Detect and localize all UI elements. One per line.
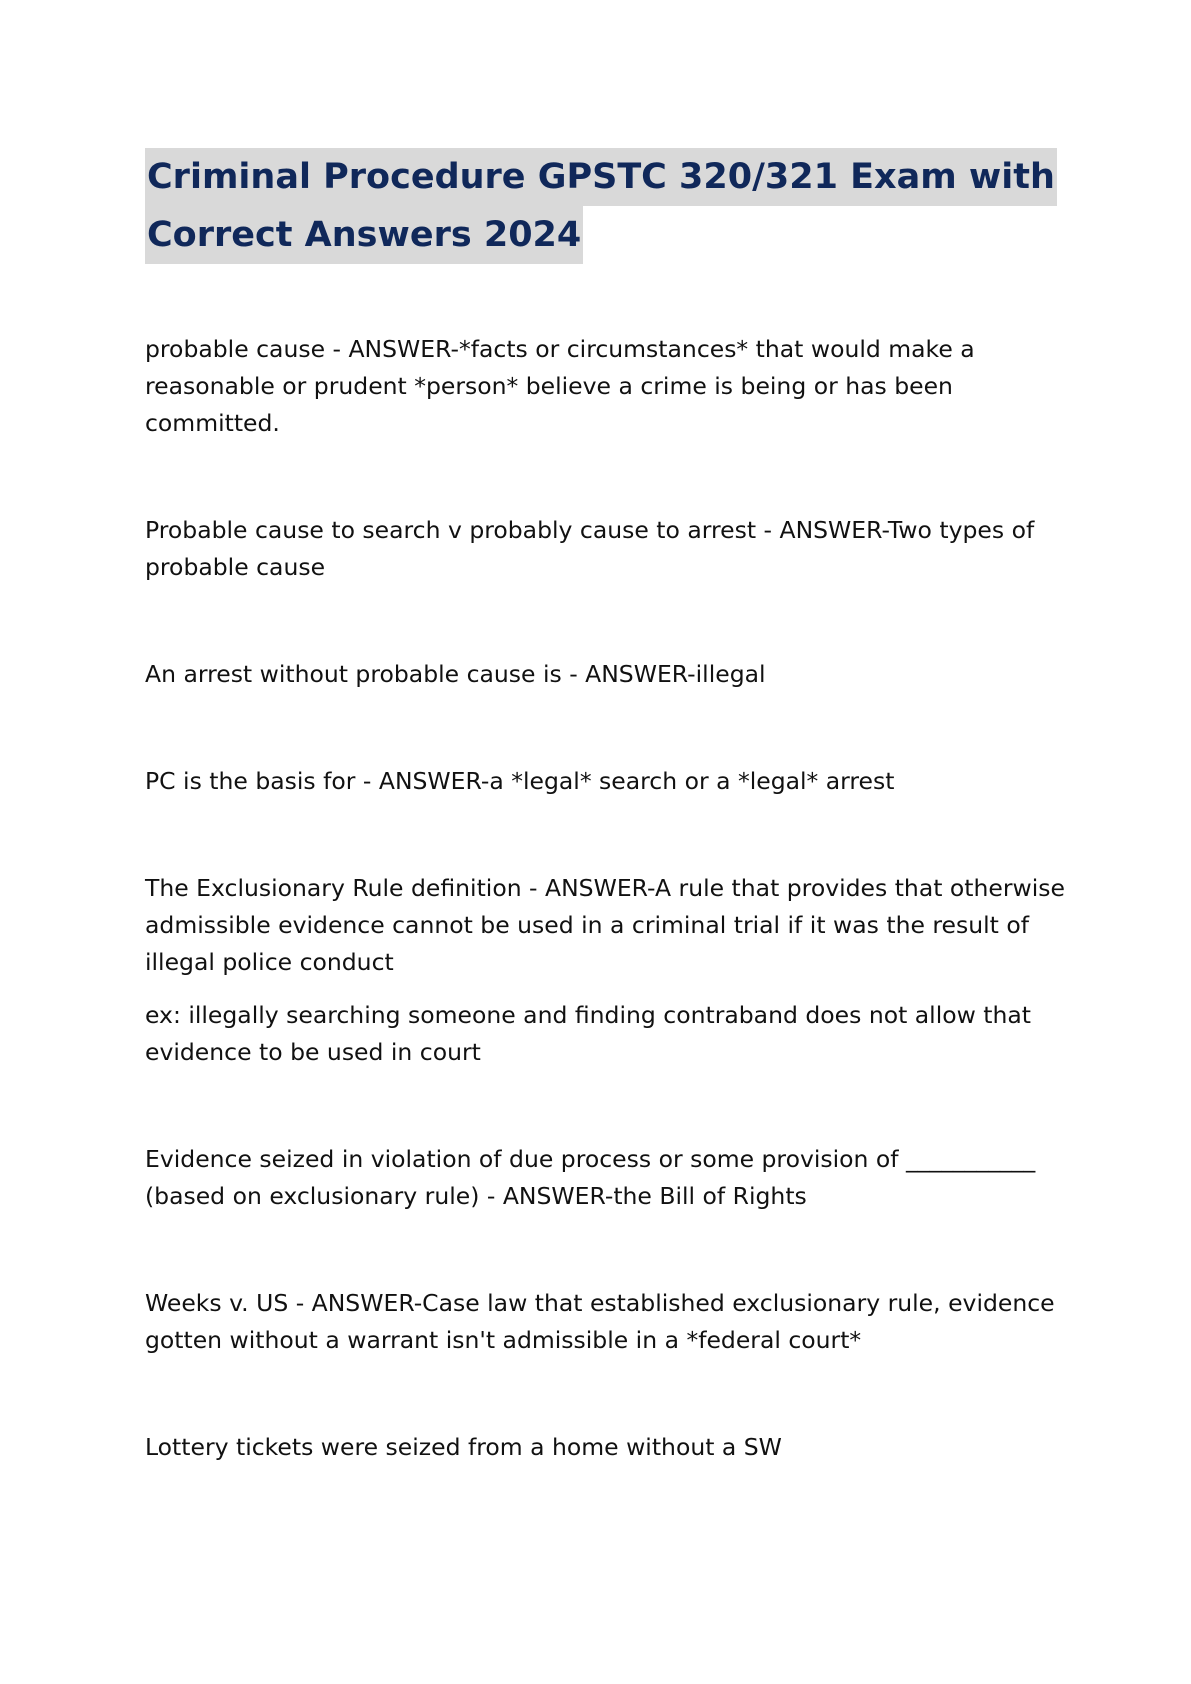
text-line: probable cause - ANSWER-*facts or circumstances* that would make a: [145, 335, 975, 363]
text-line: reasonable or prudent *person* believe a crime is being or has been: [145, 372, 953, 400]
text-line: ex: illegally searching someone and finding contraband does not allow that: [145, 1001, 1032, 1029]
text-line: Evidence seized in violation of due process or some provision of ___________: [145, 1145, 1036, 1173]
qa-exclusionary-rule: [145, 870, 1065, 981]
text-line: PC is the basis for - ANSWER-a *legal* search or a *legal* arrest: [145, 767, 895, 795]
qa-evidence-seized: [145, 1141, 1045, 1215]
text-line: The Exclusionary Rule definition - ANSWER-A rule that provides that otherwise: [145, 874, 1065, 902]
qa-arrest-without-pc: [145, 656, 1045, 693]
qa-lottery-tickets: [145, 1429, 1045, 1466]
qa-weeks-v-us: [145, 1285, 1055, 1359]
text-line: admissible evidence cannot be used in a criminal trial if it was the result of: [145, 911, 1029, 939]
qa-exclusionary-example: [145, 997, 1045, 1071]
text-line: evidence to be used in court: [145, 1038, 481, 1066]
text-line: probable cause: [145, 553, 326, 581]
title-line-1: Criminal Procedure GPSTC 320/321 Exam with: [145, 148, 1057, 206]
text-line: Lottery tickets were seized from a home without a SW: [145, 1433, 782, 1461]
text-line: committed.: [145, 409, 280, 437]
text-line: An arrest without probable cause is - ANSWER-illegal: [145, 660, 766, 688]
document-title: [145, 148, 1055, 264]
title-line-2: Correct Answers 2024: [145, 206, 583, 264]
text-line: Probable cause to search v probably cause to arrest - ANSWER-Two types of: [145, 516, 1035, 544]
qa-search-vs-arrest: [145, 512, 1045, 586]
text-line: gotten without a warrant isn't admissible in a *federal court*: [145, 1326, 862, 1354]
qa-pc-basis: [145, 763, 1045, 800]
qa-probable-cause: [145, 331, 1045, 442]
text-line: illegal police conduct: [145, 948, 394, 976]
text-line: Weeks v. US - ANSWER-Case law that established exclusionary rule, evidence: [145, 1289, 1055, 1317]
text-line: (based on exclusionary rule) - ANSWER-the Bill of Rights: [145, 1182, 807, 1210]
